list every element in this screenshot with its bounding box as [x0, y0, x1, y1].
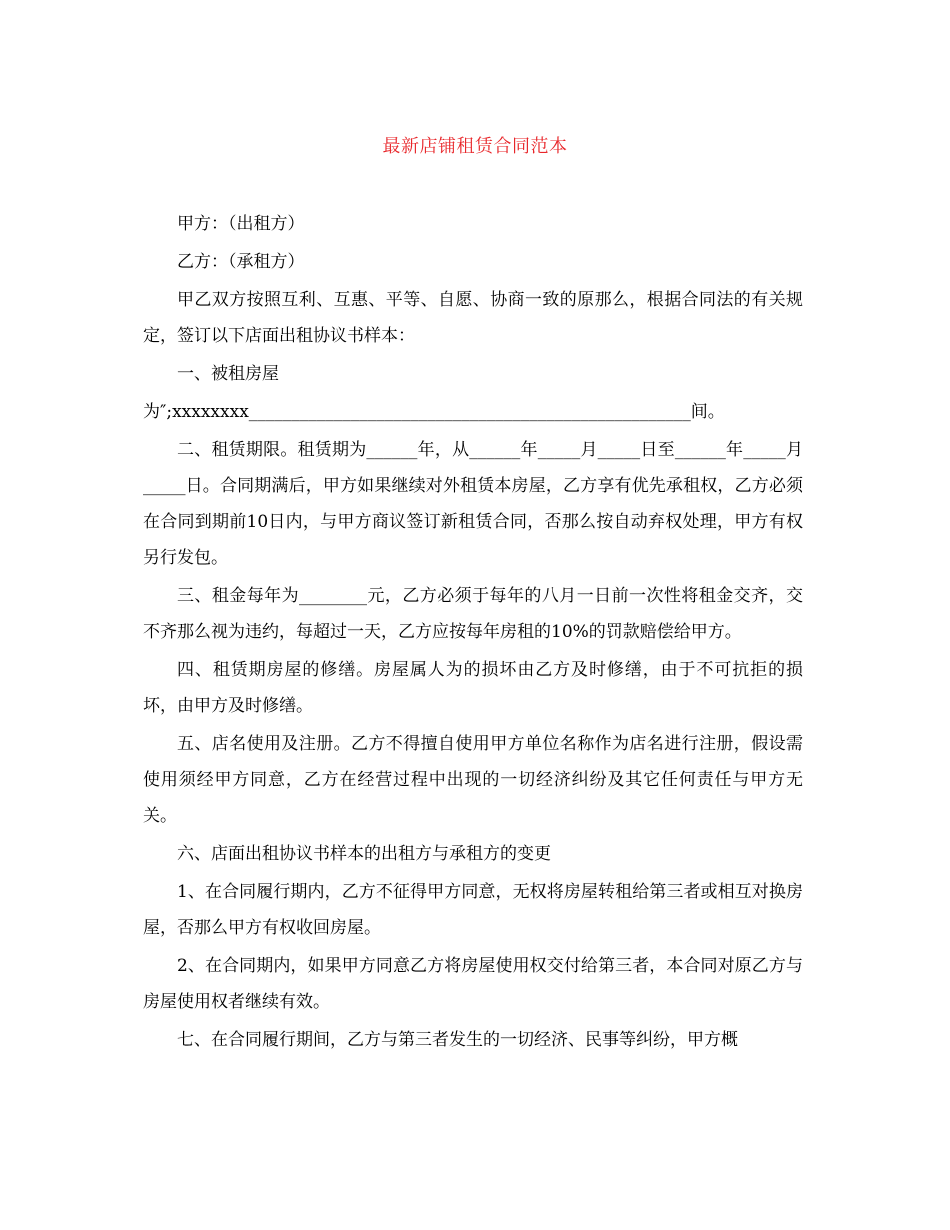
paragraph-preamble: 甲乙双方按照互利、互惠、平等、自愿、协商一致的原那么，根据合同法的有关规定，签订以下店面出租协议书样本： [143, 290, 803, 346]
paragraph-clause-4: 四、租赁期房屋的修缮。房屋属人为的损坏由乙方及时修缮，由于不可抗拒的损坏，由甲方及时修缮。 [143, 660, 803, 716]
paragraph-clause-3: 三、租金每年为________元，乙方必须于每年的八月一日前一次性将租金交齐，交不齐那么视为违约，每超过一天，乙方应按每年房租的10%的罚款赔偿给甲方。 [143, 586, 803, 642]
paragraph-clause-6-heading: 六、店面出租协议书样本的出租方与承租方的变更 [177, 844, 551, 864]
document-body [143, 206, 803, 1060]
paragraph-clause-6-item-1: 1、在合同履行期内，乙方不征得甲方同意，无权将房屋转租给第三者或相互对换房屋，否那么甲方有权收回房屋。 [143, 882, 803, 938]
paragraph-party-a: 甲方：（出租方） [177, 214, 305, 234]
document-title: 最新店铺租赁合同范本 [382, 136, 568, 157]
paragraph-clause-1-body: 为″;xxxxxxxx____________________________________________________间。 [143, 402, 725, 422]
paragraph-party-b: 乙方：（承租方） [177, 252, 305, 272]
paragraph-clause-6-item-2: 2、在合同期内，如果甲方同意乙方将房屋使用权交付给第三者，本合同对原乙方与房屋使用权者继续有效。 [143, 956, 803, 1012]
paragraph-clause-1-heading: 一、被租房屋 [177, 364, 279, 384]
paragraph-clause-7: 七、在合同履行期间，乙方与第三者发生的一切经济、民事等纠纷，甲方概 [177, 1030, 738, 1050]
paragraph-clause-5: 五、店名使用及注册。乙方不得擅自使用甲方单位名称作为店名进行注册，假设需使用须经甲方同意，乙方在经营过程中出现的一切经济纠纷及其它任何责任与甲方无关。 [143, 734, 803, 826]
paragraph-clause-2: 二、租赁期限。租赁期为______年，从______年_____月_____日至______年_____月_____日。合同期满后，甲方如果继续对外租赁本房屋，乙方享有优先承租权，乙方必须在合同到期前10日内，与甲方商议签订新租赁合同，否那么按自动弃权处理，甲方有权另行发包。 [143, 440, 803, 568]
